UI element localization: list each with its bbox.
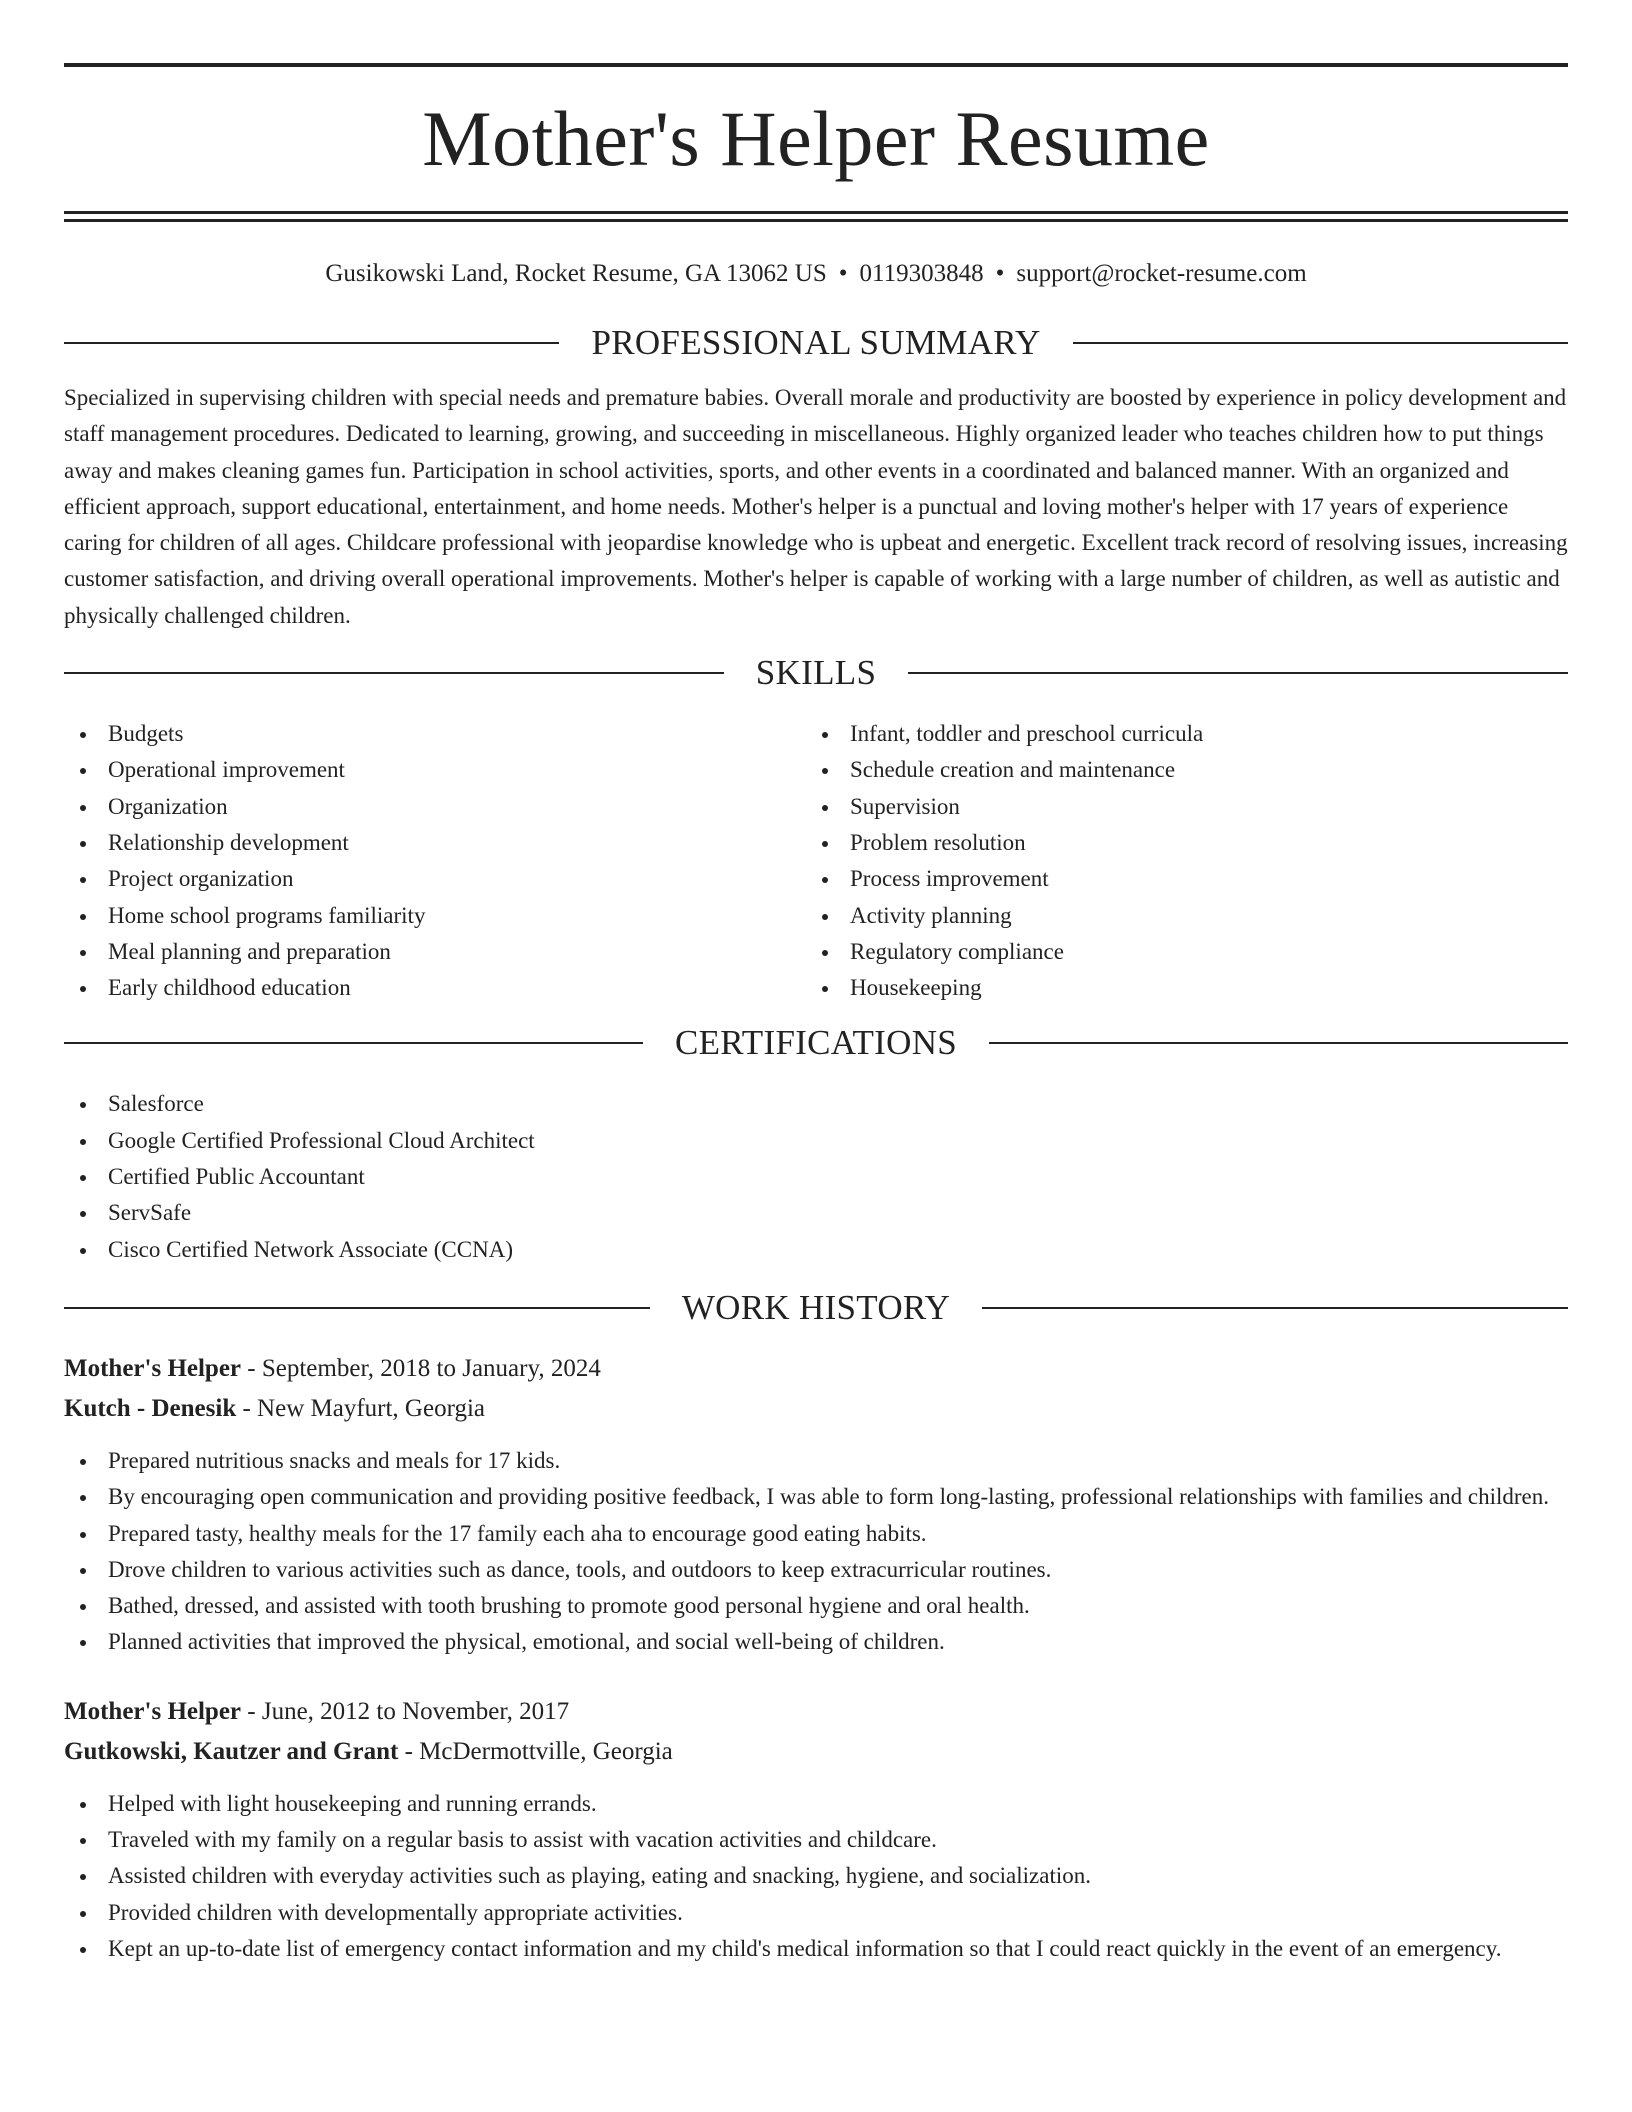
- title-double-rule: [64, 211, 1568, 222]
- job-bullet: Assisted children with everyday activities such as playing, eating and snacking, hygiene, and socialization.: [64, 1858, 1568, 1894]
- heading-rule-left: [64, 1042, 643, 1044]
- heading-rule-left: [64, 672, 724, 674]
- job-dates: - September, 2018 to January, 2024: [241, 1354, 601, 1382]
- contact-address: Gusikowski Land, Rocket Resume, GA 13062 US: [325, 260, 827, 287]
- skill-item: Budgets: [64, 716, 806, 752]
- skill-item: Housekeeping: [806, 970, 1548, 1006]
- summary-heading-label: PROFESSIONAL SUMMARY: [591, 323, 1041, 362]
- contact-phone: 0119303848: [859, 260, 984, 287]
- skill-item: Process improvement: [806, 861, 1548, 897]
- work-history-heading: [64, 1288, 1568, 1328]
- skill-item: Problem resolution: [806, 825, 1548, 861]
- contact-separator: •: [995, 260, 1005, 287]
- work-history-heading-label: WORK HISTORY: [681, 1287, 951, 1327]
- job-dates: - June, 2012 to November, 2017: [241, 1697, 570, 1725]
- skill-item: Schedule creation and maintenance: [806, 752, 1548, 788]
- skill-item: Infant, toddler and preschool curricula: [806, 716, 1548, 752]
- contact-separator: •: [838, 260, 848, 287]
- job-bullet: Helped with light housekeeping and running errands.: [64, 1786, 1568, 1822]
- skill-item: Supervision: [806, 789, 1548, 825]
- job-bullet: Planned activities that improved the physical, emotional, and social well-being of children.: [64, 1624, 1568, 1660]
- job-bullet: Traveled with my family on a regular basis to assist with vacation activities and childcare.: [64, 1822, 1568, 1858]
- certification-item: ServSafe: [64, 1195, 1568, 1231]
- certifications-heading-label: CERTIFICATIONS: [674, 1023, 958, 1063]
- job-bullets: [64, 1786, 1568, 1967]
- job-bullet: Prepared nutritious snacks and meals for 17 kids.: [64, 1443, 1568, 1479]
- contact-line: [64, 258, 1568, 290]
- certification-item: Google Certified Professional Cloud Architect: [64, 1123, 1568, 1159]
- certification-item: Cisco Certified Network Associate (CCNA): [64, 1232, 1568, 1268]
- job-bullet: Prepared tasty, healthy meals for the 17 family each aha to encourage good eating habits.: [64, 1516, 1568, 1552]
- summary-heading: [64, 323, 1568, 363]
- certifications-list: [64, 1086, 1568, 1267]
- contact-email[interactable]: support@rocket-resume.com: [1016, 260, 1307, 287]
- skill-item: Project organization: [64, 861, 806, 897]
- heading-rule-right: [908, 672, 1568, 674]
- job-title-line: [64, 1349, 1568, 1389]
- resume-page: [64, 0, 1568, 1967]
- skill-item: Relationship development: [64, 825, 806, 861]
- certification-item: Salesforce: [64, 1086, 1568, 1122]
- job-company: Gutkowski, Kautzer and Grant: [64, 1737, 399, 1765]
- job-bullet: Provided children with developmentally appropriate activities.: [64, 1895, 1568, 1931]
- job-title-line: [64, 1692, 1568, 1732]
- job-bullet: Drove children to various activities such as dance, tools, and outdoors to keep extracurricular routines.: [64, 1552, 1568, 1588]
- job-bullets: [64, 1443, 1568, 1661]
- skill-item: Organization: [64, 789, 806, 825]
- summary-text: Specialized in supervising children with special needs and premature babies. Overall morale and productivity are boosted by experience in policy development and staff management procedures. Dedicated to learning, growing, and succeeding in miscellaneous. Highly organized leader who teaches children how to put things away and makes cleaning games fun. Participation in school activities, sports, and other events in a coordinated and balanced manner. With an organized and efficient approach, support educational, entertainment, and home needs. Mother's helper is a punctual and loving mother's helper with 17 years of experience caring for children of all ages. Childcare professional with jeopardise knowledge who is upbeat and energetic. Excellent track record of resolving issues, increasing customer satisfaction, and driving overall operational improvements. Mother's helper is capable of working with a large number of children, as well as autistic and physically challenged children.: [64, 385, 1568, 628]
- certifications-heading: [64, 1023, 1568, 1063]
- skill-item: Meal planning and preparation: [64, 934, 806, 970]
- skills-list-left: [64, 716, 806, 1006]
- heading-rule-left: [64, 1307, 650, 1309]
- job-location: - New Mayfurt, Georgia: [236, 1394, 486, 1422]
- heading-rule-right: [982, 1307, 1568, 1309]
- skill-item: Home school programs familiarity: [64, 898, 806, 934]
- skills-heading: [64, 653, 1568, 693]
- job-title: Mother's Helper: [64, 1697, 242, 1725]
- skill-item: Regulatory compliance: [806, 934, 1548, 970]
- heading-rule-left: [64, 342, 559, 344]
- job-bullet: By encouraging open communication and providing positive feedback, I was able to form long-lasting, professional relationships with families and children.: [64, 1479, 1568, 1515]
- skills-grid: [64, 716, 1568, 1006]
- certification-item: Certified Public Accountant: [64, 1159, 1568, 1195]
- job-bullet: Kept an up-to-date list of emergency contact information and my child's medical information so that I could react quickly in the event of an emergency.: [64, 1931, 1568, 1967]
- resume-title: Mother's Helper Resume: [422, 95, 1210, 182]
- skills-list-right: [806, 716, 1548, 1006]
- skill-item: Early childhood education: [64, 970, 806, 1006]
- job-company-line: [64, 1389, 1568, 1429]
- job-bullet: Bathed, dressed, and assisted with tooth brushing to promote good personal hygiene and oral health.: [64, 1588, 1568, 1624]
- job-entry: [64, 1349, 1568, 1661]
- job-company: Kutch - Denesik: [64, 1394, 237, 1422]
- heading-rule-right: [989, 1042, 1568, 1044]
- skills-heading-label: SKILLS: [755, 653, 877, 693]
- job-title: Mother's Helper: [64, 1354, 242, 1382]
- job-company-line: [64, 1732, 1568, 1772]
- skill-item: Activity planning: [806, 898, 1548, 934]
- top-rule: [64, 63, 1568, 67]
- job-entry: [64, 1692, 1568, 1967]
- skill-item: Operational improvement: [64, 752, 806, 788]
- heading-rule-right: [1073, 342, 1568, 344]
- job-location: - McDermottville, Georgia: [398, 1737, 673, 1765]
